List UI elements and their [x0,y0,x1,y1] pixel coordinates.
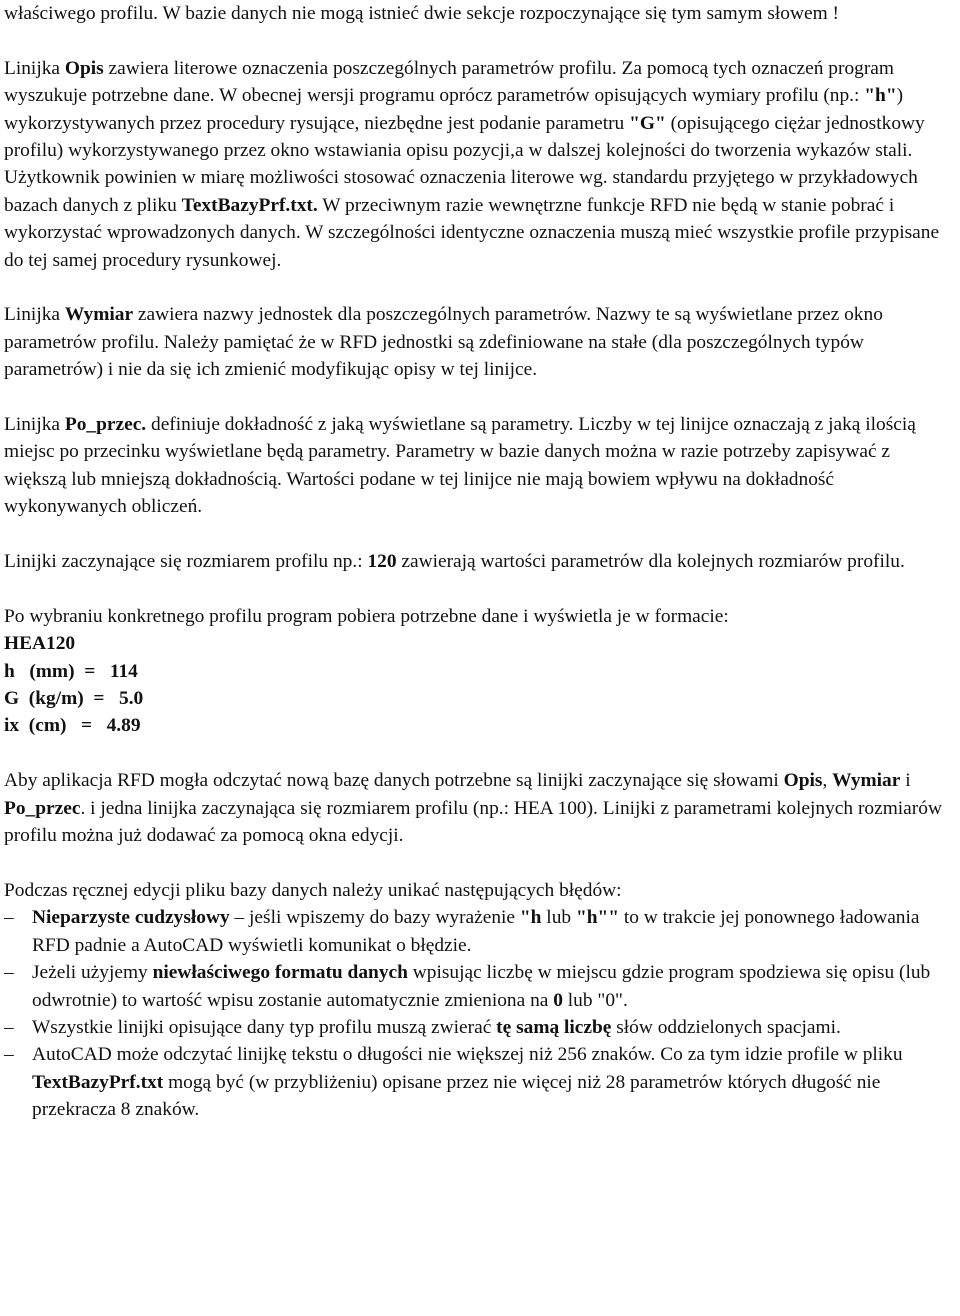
paragraph-po-przec [4,411,954,521]
sample-line-ix: ix (cm) = 4.89 [4,715,141,737]
list-item [4,959,954,1014]
paragraph-opis [4,55,954,274]
text-run: ) wykorzystywanych przez procedury rysujące, niezbędne jest podanie parametru [4,85,904,134]
paragraph-requirements [4,767,954,849]
text-run: . [622,989,628,1011]
term-120: 120 [367,551,397,573]
text-run: . i jedna linijka zaczynająca się rozmiarem profilu (np.: HEA 100). Linijki z parametrami kolejnych rozmiarów profilu można już dodawać za pomocą okna edycji. [4,797,942,847]
text-run: Jeżeli użyjemy [32,962,153,984]
text-run: definiuje dokładność z jaką wyświetlane są parametry. Liczby w tej linijce oznaczają z jaką ilością miejsc po przecinku wyświetlane będą parametry. Parametry w bazie danych można w razie potrzeby zapisywać z większą lub mniejszą dokładnością. Wartości podane w tej linijce nie mają bowiem wpływu na dokładność wykonywanych obliczeń. [4,414,916,518]
text-run: Linijka [4,304,65,326]
text-run: – jeśli wpiszemy do bazy wyrażenie [229,907,520,929]
text-run: mogą być (w przybliżeniu) opisane przez nie więcej niż 28 parametrów których długość nie przekracza 8 znaków. [32,1071,881,1121]
term-wymiar: Wymiar [64,304,134,326]
list-item [4,904,954,959]
list-item [4,1014,954,1041]
text-run: i [900,770,911,792]
paragraph-wymiar [4,301,954,383]
text-run: lub [541,907,576,929]
text-run: Aby aplikacja RFD mogła odczytać nową bazę danych potrzebne są linijki zaczynające się słowami [4,770,784,792]
text-run: to w trakcie jej ponownego ładowania RFD padnie a AutoCAD wyświetli komunikat o błędzie. [32,907,920,956]
text-strong: "h [519,907,542,929]
dash-bullet: – [4,962,14,984]
text-run: wpisując liczbę w miejscu gdzie program spodziewa się opisu (lub odwrotnie) to wartość wpisu zostanie automatycznie zmieniona na [32,962,931,1011]
text-strong: niewłaściwego formatu danych [152,962,408,984]
term-opis: Opis [783,770,823,792]
term-g: "G" [629,112,666,134]
text-run: "0" [597,989,623,1011]
term-opis: Opis [64,57,104,79]
text-run: Linijki zaczynające się rozmiarem profilu np.: [4,551,368,573]
text-run: zawiera literowe oznaczenia poszczególnych parametrów profilu. Za pomocą tych oznaczeń program wyszukuje potrzebne dane. W obecnej wersji programu oprócz parametrów opisujących wymiary profilu (np.: [4,57,894,107]
sample-line-h: h (mm) = 114 [4,660,138,682]
text-run: W przeciwnym razie wewnętrzne funkcje RFD nie będą w stanie pobrać i wykorzystać wprowadzonych danych. W szczególności identyczne oznaczenia muszą mieć wszystkie profile przypisane do tej samej procedury rysunkowej. [4,194,940,271]
text-run: Podczas ręcznej edycji pliku bazy danych należy unikać następujących błędów: [4,879,622,901]
text-strong: Nieparzyste cudzysłowy [32,907,230,929]
text-run: (opisującego ciężar jednostkowy profilu) wykorzystywanego przez okno wstawiania opisu pozycji,a w dalszej kolejności do tworzenia wykazów stali. Użytkownik powinien w miarę możliwości stosować oznaczenia literowe wg. standardu przyjętego w przykładowych bazach danych z pliku [4,112,925,216]
dash-bullet: – [4,1016,14,1038]
dash-bullet: – [4,1044,14,1066]
term-wymiar: Wymiar [832,770,901,792]
paragraph-rozmiar [4,548,954,575]
paragraph-format [4,603,954,740]
term-po-przec: Po_przec. [64,414,147,436]
text-run: właściwego profilu. W bazie danych nie mogą istnieć dwie sekcje rozpoczynające się tym samym słowem ! [4,3,839,24]
text-run: słów oddzielonych spacjami. [611,1016,841,1038]
term-h: "h" [864,85,897,107]
text-run: Linijka [4,414,65,436]
text-strong: tę samą liczbę [496,1016,612,1038]
sample-line-g: G (kg/m) = 5.0 [4,688,144,710]
text-strong: "h"" [575,907,620,929]
sample-line-profile: HEA120 [4,633,76,655]
text-strong: 0 [553,989,563,1011]
text-run: Linijka [4,57,65,79]
dash-bullet: – [4,907,14,929]
text-run: zawierają wartości parametrów dla kolejnych rozmiarów profilu. [396,551,905,573]
file-name: TextBazyPrf.txt. [181,194,318,216]
list-item [4,1041,954,1123]
text-run: Wszystkie linijki opisujące dany typ profilu muszą zwierać [32,1016,497,1038]
text-run: zawiera nazwy jednostek dla poszczególnych parametrów. Nazwy te są wyświetlane przez okno parametrów profilu. Należy pamiętać że w RFD jednostki są zdefiniowane na stałe (dla poszczególnych typów parametrów) i nie da się ich zmienić modyfikując opisy w tej linijce. [4,304,883,381]
errors-list [4,904,954,1123]
term-po-przec: Po_przec [4,797,81,819]
paragraph-errors-intro [4,877,954,904]
text-run: Po wybraniu konkretnego profilu program pobiera potrzebne dane i wyświetla je w formacie: [4,605,729,627]
text-run: , [822,770,833,792]
file-name: TextBazyPrf.txt [32,1071,164,1093]
document-page [4,0,954,1124]
paragraph-intro [4,0,954,27]
text-run: AutoCAD może odczytać linijkę tekstu o długości nie większej niż 256 znaków. Co za tym idzie profile w pliku [32,1044,903,1066]
text-run: lub [562,989,598,1011]
